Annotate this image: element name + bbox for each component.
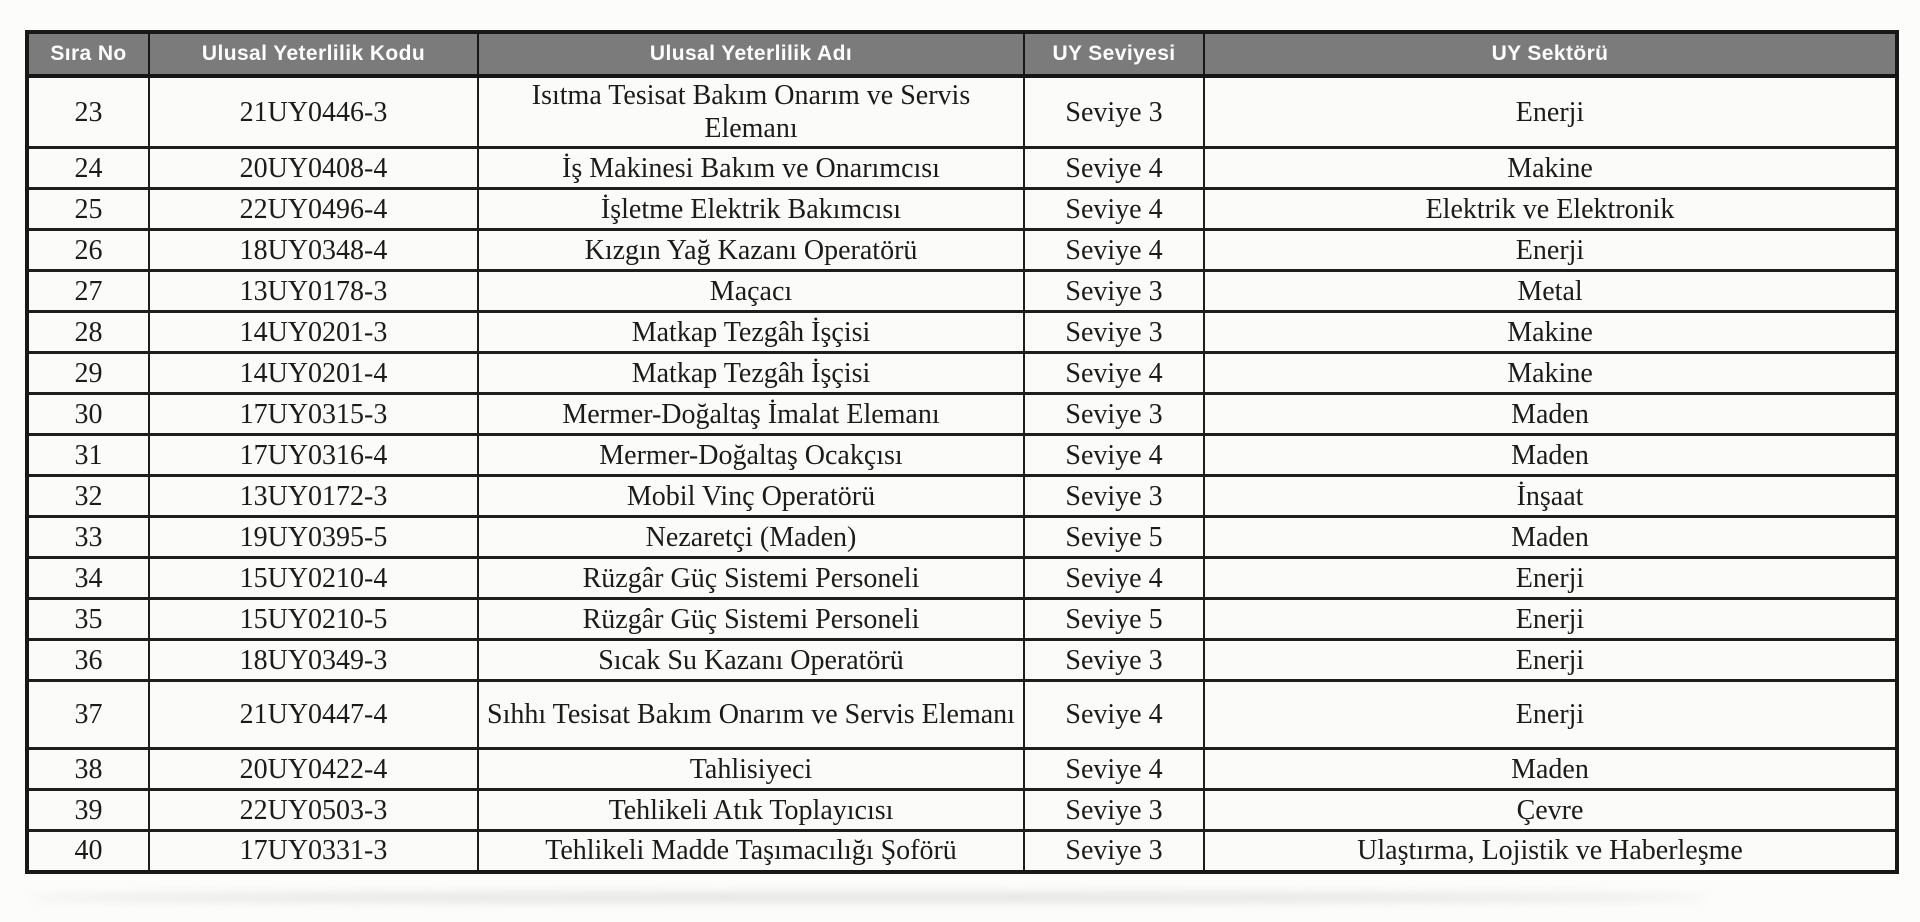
table-row xyxy=(27,435,1897,476)
cell-seviye: Seviye 3 xyxy=(1024,271,1204,312)
national-qualifications-table xyxy=(25,30,1899,874)
cell-kod: 18UY0349-3 xyxy=(149,640,478,681)
cell-seviye: Seviye 3 xyxy=(1024,640,1204,681)
header-yeterlilik-adi: Ulusal Yeterlilik Adı xyxy=(478,32,1024,76)
cell-ad: Mobil Vinç Operatörü xyxy=(478,476,1024,517)
cell-ad: Mermer-Doğaltaş İmalat Elemanı xyxy=(478,394,1024,435)
cell-ad: Maçacı xyxy=(478,271,1024,312)
cell-sektor: Ulaştırma, Lojistik ve Haberleşme xyxy=(1204,831,1897,872)
cell-ad: Kızgın Yağ Kazanı Operatörü xyxy=(478,230,1024,271)
cell-ad: Nezaretçi (Maden) xyxy=(478,517,1024,558)
cell-sektor: Maden xyxy=(1204,394,1897,435)
table-row xyxy=(27,230,1897,271)
cell-kod: 15UY0210-5 xyxy=(149,599,478,640)
cell-sira-no: 27 xyxy=(27,271,149,312)
table-row xyxy=(27,271,1897,312)
table-row xyxy=(27,148,1897,189)
cell-ad: Sıcak Su Kazanı Operatörü xyxy=(478,640,1024,681)
header-uy-sektoru: UY Sektörü xyxy=(1204,32,1897,76)
cell-sektor: Çevre xyxy=(1204,790,1897,831)
header-row xyxy=(27,32,1897,76)
cell-sira-no: 28 xyxy=(27,312,149,353)
cell-kod: 20UY0422-4 xyxy=(149,749,478,790)
cell-sira-no: 30 xyxy=(27,394,149,435)
cell-kod: 15UY0210-4 xyxy=(149,558,478,599)
cell-kod: 21UY0446-3 xyxy=(149,76,478,148)
table-row xyxy=(27,831,1897,872)
cell-kod: 18UY0348-4 xyxy=(149,230,478,271)
cell-ad: Matkap Tezgâh İşçisi xyxy=(478,353,1024,394)
cell-sektor: Makine xyxy=(1204,312,1897,353)
cell-seviye: Seviye 4 xyxy=(1024,681,1204,749)
cell-kod: 14UY0201-3 xyxy=(149,312,478,353)
cell-seviye: Seviye 3 xyxy=(1024,476,1204,517)
cell-kod: 17UY0331-3 xyxy=(149,831,478,872)
cell-kod: 17UY0315-3 xyxy=(149,394,478,435)
cell-seviye: Seviye 4 xyxy=(1024,749,1204,790)
header-sira-no: Sıra No xyxy=(27,32,149,76)
cell-kod: 20UY0408-4 xyxy=(149,148,478,189)
cell-kod: 14UY0201-4 xyxy=(149,353,478,394)
cell-seviye: Seviye 3 xyxy=(1024,831,1204,872)
table-row xyxy=(27,558,1897,599)
cell-ad: Rüzgâr Güç Sistemi Personeli xyxy=(478,558,1024,599)
header-uy-seviyesi: UY Seviyesi xyxy=(1024,32,1204,76)
cell-sira-no: 36 xyxy=(27,640,149,681)
table-row xyxy=(27,517,1897,558)
cell-seviye: Seviye 4 xyxy=(1024,230,1204,271)
cell-sektor: Enerji xyxy=(1204,230,1897,271)
cell-ad: Tahlisiyeci xyxy=(478,749,1024,790)
cell-sektor: Enerji xyxy=(1204,76,1897,148)
cell-ad: İş Makinesi Bakım ve Onarımcısı xyxy=(478,148,1024,189)
cell-kod: 22UY0503-3 xyxy=(149,790,478,831)
cell-kod: 13UY0178-3 xyxy=(149,271,478,312)
cell-sektor: Maden xyxy=(1204,517,1897,558)
cell-sektor: Maden xyxy=(1204,435,1897,476)
cell-ad: İşletme Elektrik Bakımcısı xyxy=(478,189,1024,230)
table-row xyxy=(27,681,1897,749)
cell-kod: 19UY0395-5 xyxy=(149,517,478,558)
table-row xyxy=(27,790,1897,831)
cell-sira-no: 35 xyxy=(27,599,149,640)
cell-seviye: Seviye 3 xyxy=(1024,394,1204,435)
table-row xyxy=(27,476,1897,517)
cell-sira-no: 37 xyxy=(27,681,149,749)
cell-ad: Tehlikeli Atık Toplayıcısı xyxy=(478,790,1024,831)
cell-sektor: Elektrik ve Elektronik xyxy=(1204,189,1897,230)
cell-sektor: Maden xyxy=(1204,749,1897,790)
cell-seviye: Seviye 4 xyxy=(1024,435,1204,476)
cell-sektor: Metal xyxy=(1204,271,1897,312)
cell-sektor: Enerji xyxy=(1204,599,1897,640)
cell-kod: 21UY0447-4 xyxy=(149,681,478,749)
cell-seviye: Seviye 3 xyxy=(1024,790,1204,831)
table-row xyxy=(27,749,1897,790)
cell-sira-no: 31 xyxy=(27,435,149,476)
cell-kod: 13UY0172-3 xyxy=(149,476,478,517)
cell-kod: 22UY0496-4 xyxy=(149,189,478,230)
table-row xyxy=(27,394,1897,435)
cell-sira-no: 33 xyxy=(27,517,149,558)
cell-sira-no: 29 xyxy=(27,353,149,394)
table-row xyxy=(27,189,1897,230)
cell-ad: Tehlikeli Madde Taşımacılığı Şoförü xyxy=(478,831,1024,872)
table-row xyxy=(27,640,1897,681)
table-row xyxy=(27,76,1897,148)
cell-sektor: Makine xyxy=(1204,148,1897,189)
table-row xyxy=(27,599,1897,640)
header-yeterlilik-kodu: Ulusal Yeterlilik Kodu xyxy=(149,32,478,76)
cell-sira-no: 38 xyxy=(27,749,149,790)
cell-sira-no: 39 xyxy=(27,790,149,831)
cell-sira-no: 40 xyxy=(27,831,149,872)
cell-seviye: Seviye 5 xyxy=(1024,517,1204,558)
cell-sektor: İnşaat xyxy=(1204,476,1897,517)
cell-sektor: Enerji xyxy=(1204,558,1897,599)
table-row xyxy=(27,312,1897,353)
cell-ad: Matkap Tezgâh İşçisi xyxy=(478,312,1024,353)
cell-sira-no: 26 xyxy=(27,230,149,271)
table-row xyxy=(27,353,1897,394)
cell-ad: Mermer-Doğaltaş Ocakçısı xyxy=(478,435,1024,476)
cell-sira-no: 34 xyxy=(27,558,149,599)
cell-kod: 17UY0316-4 xyxy=(149,435,478,476)
cell-ad: Isıtma Tesisat Bakım Onarım ve Servis Elemanı xyxy=(478,76,1024,148)
cell-seviye: Seviye 4 xyxy=(1024,148,1204,189)
cell-ad: Sıhhı Tesisat Bakım Onarım ve Servis Elemanı xyxy=(478,681,1024,749)
cell-sira-no: 24 xyxy=(27,148,149,189)
cell-sira-no: 23 xyxy=(27,76,149,148)
cell-seviye: Seviye 5 xyxy=(1024,599,1204,640)
cell-ad: Rüzgâr Güç Sistemi Personeli xyxy=(478,599,1024,640)
cell-sektor: Makine xyxy=(1204,353,1897,394)
scan-artifact-smudge xyxy=(30,893,1710,902)
cell-seviye: Seviye 4 xyxy=(1024,353,1204,394)
cell-sira-no: 32 xyxy=(27,476,149,517)
cell-seviye: Seviye 3 xyxy=(1024,312,1204,353)
table-header xyxy=(27,32,1897,76)
cell-seviye: Seviye 4 xyxy=(1024,189,1204,230)
cell-seviye: Seviye 4 xyxy=(1024,558,1204,599)
table-body xyxy=(27,76,1897,872)
cell-seviye: Seviye 3 xyxy=(1024,76,1204,148)
cell-sektor: Enerji xyxy=(1204,640,1897,681)
cell-sektor: Enerji xyxy=(1204,681,1897,749)
cell-sira-no: 25 xyxy=(27,189,149,230)
